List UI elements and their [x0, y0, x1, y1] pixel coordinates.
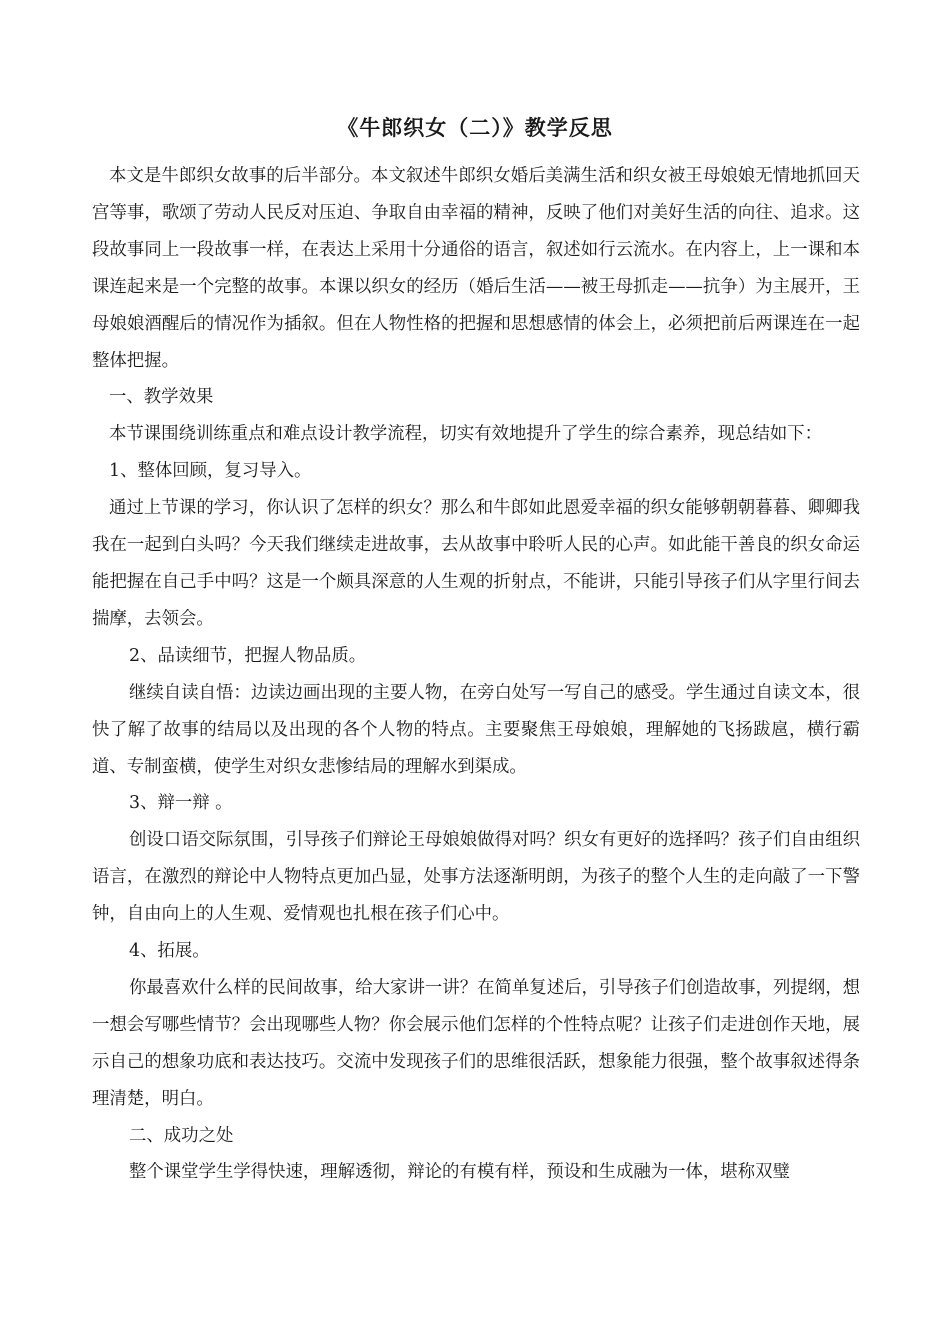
- paragraph-extension: 你最喜欢什么样的民间故事，给大家讲一讲？在简单复述后，引导孩子们创造故事，列提纲，想一想会写哪些情节？会出现哪些人物？你会展示他们怎样的个性特点呢？让孩子们走进创作天地，展示自己的想象功底和表达技巧。交流中发现孩子们的思维很活跃，想象能力很强，整个故事叙述得条理清楚，明白。: [92, 977, 860, 1109]
- paragraph-intro: 本文是牛郎织女故事的后半部分。本文叙述牛郎织女婚后美满生活和织女被王母娘娘无情地抓回天宫等事，歌颂了劳动人民反对压迫、争取自由幸福的精神，反映了他们对美好生活的向往、追求。这段故事同上一段故事一样，在表达上采用十分通俗的语言，叙述如行云流水。在内容上，上一课和本课连起来是一个完整的故事。本课以织女的经历（婚后生活——被王母抓走——抗争）为主展开，王母娘娘酒醒后的情况作为插叙。但在人物性格的把握和思想感情的体会上，必须把前后两课连在一起整体把握。: [92, 166, 860, 371]
- subheading-debate: 3、辩一辩 。: [129, 793, 233, 814]
- subheading-extension: 4、拓展。: [129, 941, 210, 962]
- paragraph-details: 继续自读自悟：边读边画出现的主要人物，在旁白处写一写自己的感受。学生通过自读文本，很快了解了故事的结局以及出现的各个人物的特点。主要聚焦王母娘娘，理解她的飞扬跋扈，横行霸道、专制蛮横，使学生对织女悲惨结局的理解水到渠成。: [92, 682, 860, 777]
- subheading-details: 2、品读细节，把握人物品质。: [129, 645, 367, 666]
- paragraph-success: 整个课堂学生学得快速，理解透彻，辩论的有模有样，预设和生成融为一体，堪称双璧: [129, 1162, 790, 1183]
- paragraph-review: 通过上节课的学习，你认识了怎样的织女？那么和牛郎如此恩爱幸福的织女能够朝朝暮暮、卿卿我我在一起到白头吗？今天我们继续走进故事，去从故事中聆听人民的心声。如此能干善良的织女命运能把握在自己手中吗？这是一个颇具深意的人生观的折射点，不能讲，只能引导孩子们从字里行间去揣摩，去领会。: [92, 498, 860, 629]
- paragraph-summary: 本节课围绕训练重点和难点设计教学流程，切实有效地提升了学生的综合素养，现总结如下：: [109, 424, 823, 445]
- document-body: [92, 158, 860, 1191]
- document-title: 《牛郎织女（二）》教学反思: [337, 115, 613, 140]
- subheading-review: 1、整体回顾，复习导入。: [109, 461, 312, 482]
- heading-success: 二、成功之处: [129, 1125, 234, 1146]
- heading-teaching-effect: 一、教学效果: [109, 387, 214, 408]
- paragraph-debate: 创设口语交际氛围，引导孩子们辩论王母娘娘做得对吗？织女有更好的选择吗？孩子们自由组织语言，在激烈的辩论中人物特点更加凸显，处事方法逐渐明朗，为孩子的整个人生的走向敲了一下警钟，自由向上的人生观、爱情观也扎根在孩子们心中。: [92, 830, 860, 925]
